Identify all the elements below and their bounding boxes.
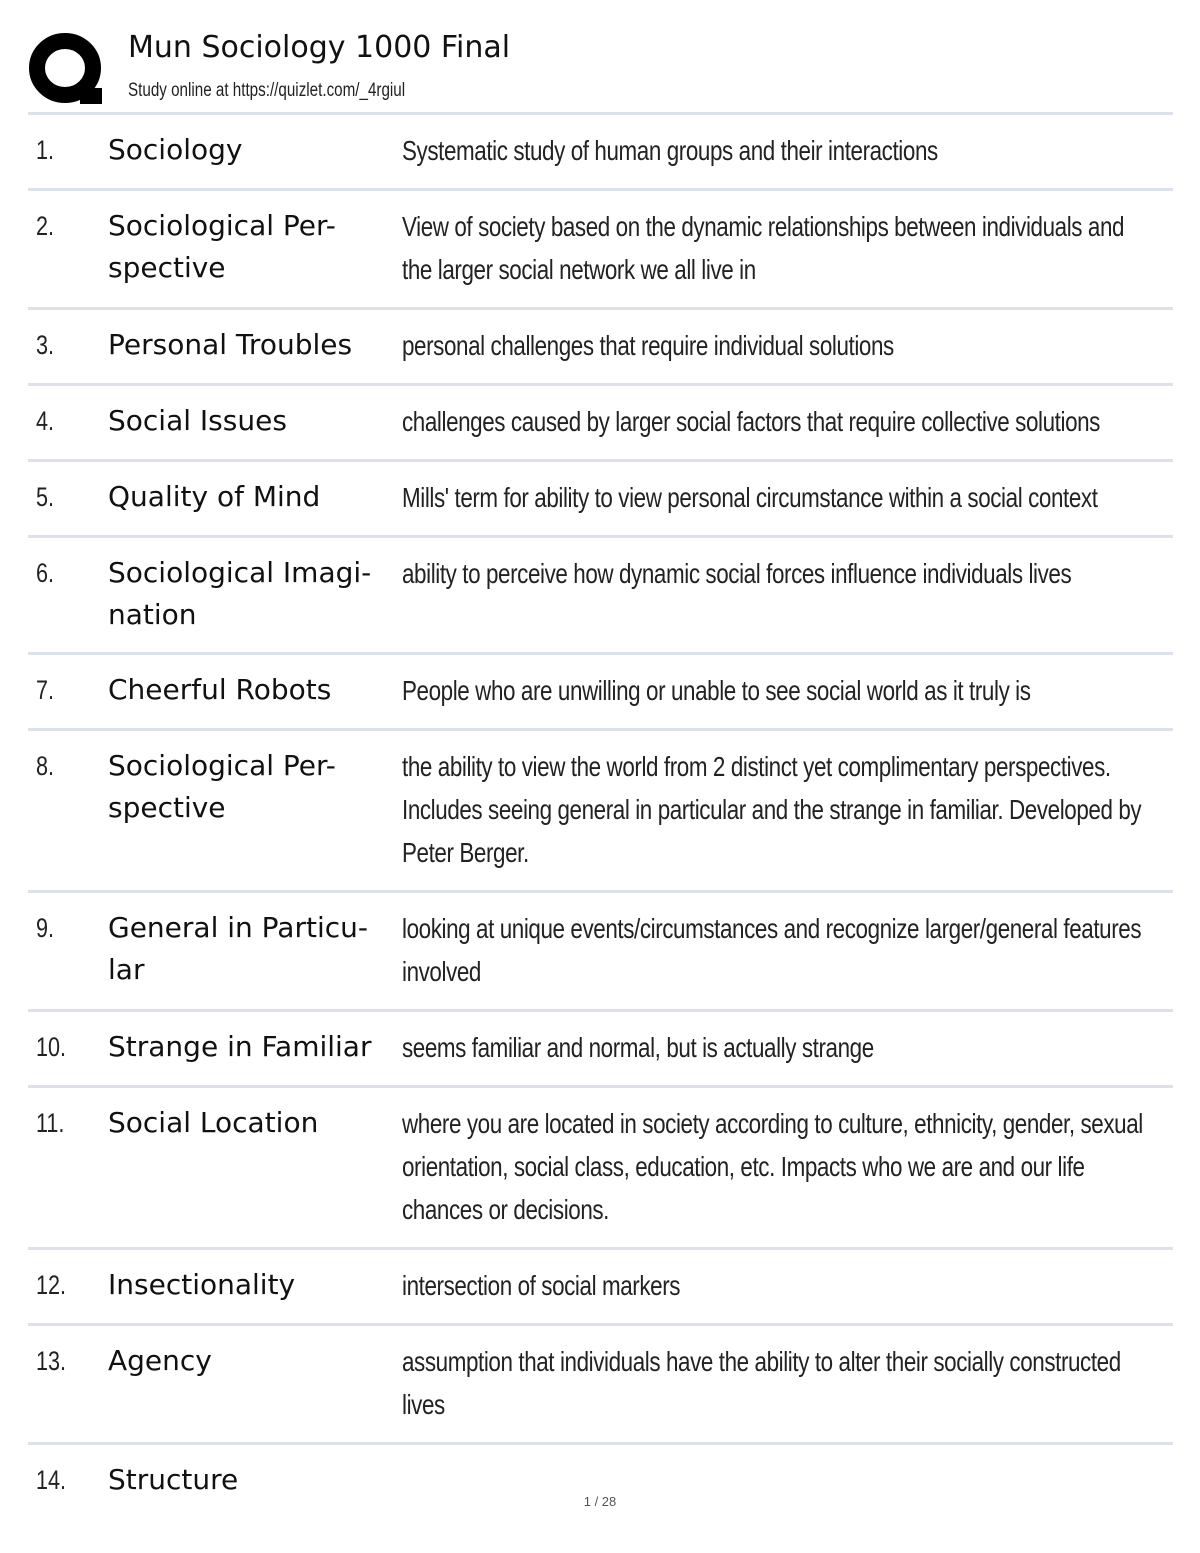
card-definition: assumption that individuals have the ability to alter their socially constructed lives	[402, 1346, 1121, 1420]
card-term: Sociological Per- spective	[108, 209, 336, 284]
flashcard-row	[28, 1009, 1173, 1085]
card-number: 12.	[36, 1270, 67, 1300]
card-number: 13.	[36, 1346, 67, 1376]
card-definition: seems familiar and normal, but is actually strange	[402, 1032, 874, 1063]
card-definition: Systematic study of human groups and their interactions	[402, 135, 938, 166]
card-number: 10.	[36, 1032, 67, 1062]
page-number: 1 / 28	[583, 1494, 617, 1509]
flashcard-row	[28, 1085, 1173, 1247]
card-number: 7.	[36, 675, 55, 705]
card-number: 8.	[36, 751, 55, 781]
card-definition: View of society based on the dynamic relationships between individuals and the larger social network we all live in	[402, 211, 1125, 285]
card-term: Sociological Per- spective	[108, 749, 336, 824]
study-online-link[interactable]: Study online at https://quizlet.com/_4rgiul	[128, 80, 406, 101]
flashcard-list	[28, 112, 1173, 1517]
card-definition: intersection of social markers	[402, 1270, 681, 1301]
card-definition: Mills' term for ability to view personal circumstance within a social context	[402, 482, 1098, 513]
card-number: 11.	[36, 1108, 65, 1138]
card-term: Insectionality	[108, 1268, 296, 1301]
card-number: 14.	[36, 1465, 67, 1495]
flashcard-row	[28, 383, 1173, 459]
card-term: Agency	[108, 1344, 212, 1377]
card-term: Personal Troubles	[108, 328, 353, 361]
page-title: Mun Sociology 1000 Final	[128, 30, 511, 65]
flashcard-row	[28, 652, 1173, 728]
card-definition: personal challenges that require individual solutions	[402, 330, 894, 361]
card-number: 2.	[36, 211, 55, 241]
flashcard-row	[28, 1323, 1173, 1442]
flashcard-row	[28, 459, 1173, 535]
flashcard-row	[28, 535, 1173, 652]
card-term: Structure	[108, 1463, 239, 1496]
card-term: Cheerful Robots	[108, 673, 332, 706]
card-term: Sociological Imagi- nation	[108, 556, 372, 631]
flashcard-row	[28, 188, 1173, 307]
card-definition: where you are located in society according to culture, ethnicity, gender, sexual orientation, social class, education, etc. Impacts who we are and our life chances or decisions.	[402, 1108, 1143, 1225]
flashcard-row	[28, 1247, 1173, 1323]
quizlet-logo-icon	[28, 30, 106, 108]
card-term: Sociology	[108, 133, 243, 166]
card-number: 3.	[36, 330, 55, 360]
card-definition: People who are unwilling or unable to see social world as it truly is	[402, 675, 1031, 706]
card-number: 4.	[36, 406, 55, 436]
card-term: General in Particu- lar	[108, 911, 368, 986]
card-definition: challenges caused by larger social factors that require collective solutions	[402, 406, 1100, 437]
card-number: 5.	[36, 482, 55, 512]
card-definition: looking at unique events/circumstances and recognize larger/general features involved	[402, 913, 1142, 987]
page-header	[28, 26, 1173, 112]
card-number: 9.	[36, 913, 55, 943]
card-number: 6.	[36, 558, 55, 588]
card-definition: ability to perceive how dynamic social forces influence individuals lives	[402, 558, 1072, 589]
flashcard-row	[28, 728, 1173, 890]
card-term: Social Location	[108, 1106, 319, 1139]
card-number: 1.	[36, 135, 55, 165]
flashcard-row	[28, 307, 1173, 383]
flashcard-row	[28, 112, 1173, 188]
card-term: Strange in Familiar	[108, 1030, 372, 1063]
card-term: Quality of Mind	[108, 480, 321, 513]
flashcard-row	[28, 890, 1173, 1009]
card-definition: the ability to view the world from 2 distinct yet complimentary perspectives. Includes seeing general in particular and the strange in familiar. Developed by Peter Berger.	[402, 751, 1142, 868]
card-term: Social Issues	[108, 404, 287, 437]
